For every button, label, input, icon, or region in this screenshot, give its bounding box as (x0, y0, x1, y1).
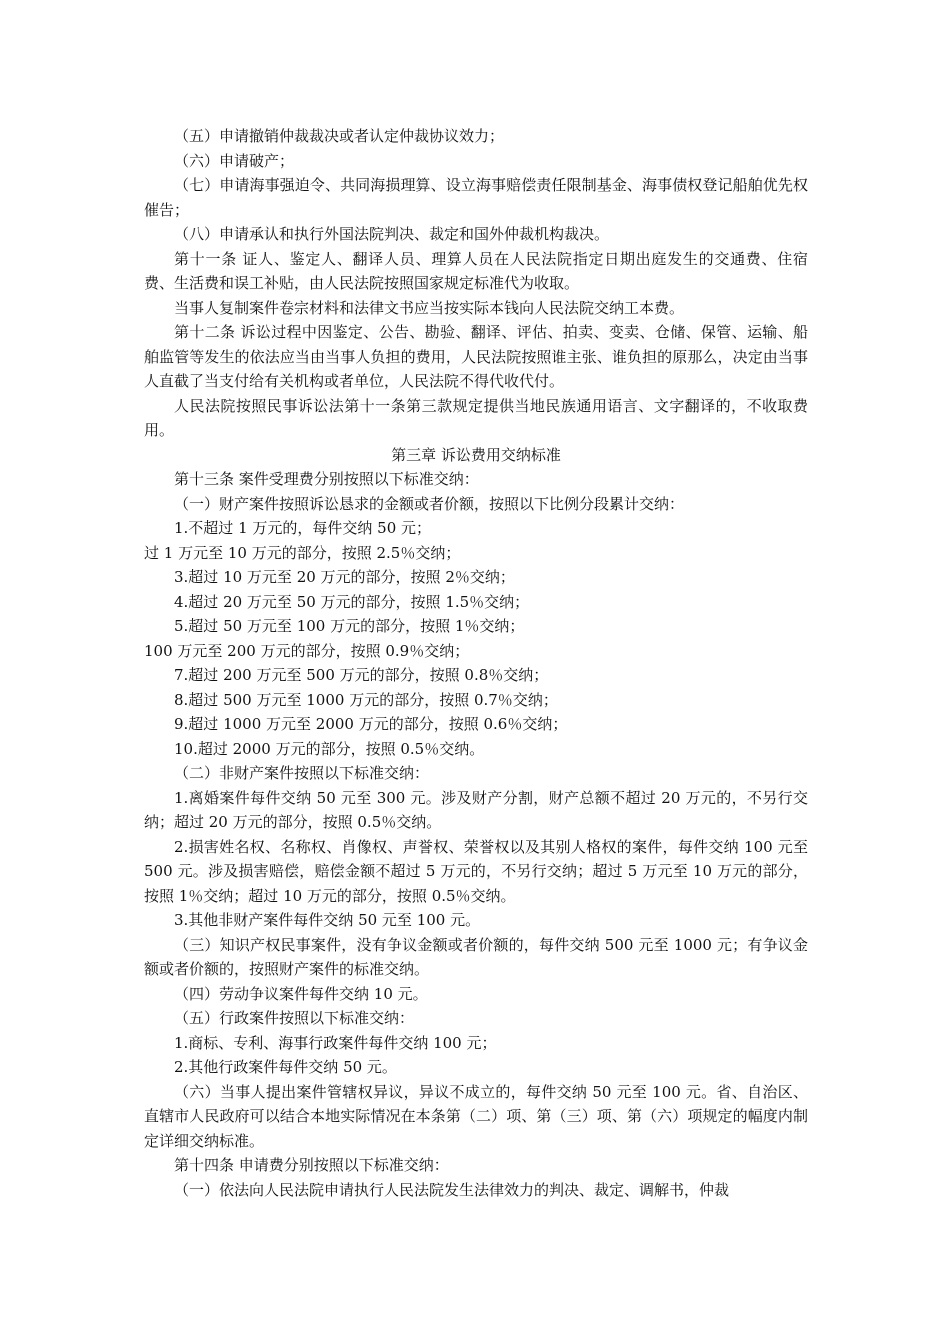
personality-rights-cases: 2.损害姓名权、名称权、肖像权、声誉权、荣誉权以及其别人格权的案件，每件交纳 100 元至 500 元。涉及损害赔偿，赔偿金额不超过 5 万元的，不另行交纳；超过 5 万元至 10 万元的部分，按照 1％交纳；超过 10 万元的部分，按照 0.5％交纳。 (144, 837, 808, 905)
article-12: 第十二条 诉讼过程中因鉴定、公告、勘验、翻译、评估、拍卖、变卖、仓储、保管、运输、船舶监管等发生的依法应当由当事人负担的费用，人民法院按照谁主张、谁负担的原那么，决定由当事人直截了当支付给有关机构或者单位，人民法院不得代收代付。 (144, 323, 808, 390)
tier-7: 7.超过 200 万元至 500 万元的部分，按照 0.8％交纳； (174, 666, 549, 684)
article-11: 第十一条 证人、鉴定人、翻译人员、理算人员在人民法院指定日期出庭发生的交通费、住宿费、生活费和误工补贴，由人民法院按照国家规定标准代为收取。 (144, 249, 808, 292)
paragraph-item-8: （八）申请承认和执行外国法院判决、裁定和国外仲裁机构裁决。 (174, 225, 610, 243)
tier-9: 9.超过 1000 万元至 2000 万元的部分，按照 0.6％交纳； (174, 715, 568, 733)
article-13: 第十三条 案件受理费分别按照以下标准交纳： (174, 470, 479, 488)
tier-3: 3.超过 10 万元至 20 万元的部分，按照 2％交纳； (174, 568, 515, 586)
jurisdiction-objection: （六）当事人提出案件管辖权异议，异议不成立的，每件交纳 50 元至 100 元。省、自治区、直辖市人民政府可以结合本地实际情况在本条第（二）项、第（三）项、第（六）项规定的幅度内制定详细交纳标准。 (144, 1082, 808, 1150)
tier-6: 100 万元至 200 万元的部分，按照 0.9％交纳； (144, 641, 470, 660)
admin-case-2: 2.其他行政案件每件交纳 50 元。 (174, 1058, 397, 1076)
tier-2: 过 1 万元至 10 万元的部分，按照 2.5％交纳； (144, 543, 461, 562)
article-14: 第十四条 申请费分别按照以下标准交纳： (174, 1156, 449, 1174)
tier-1: 1.不超过 1 万元的，每件交纳 50 元； (174, 519, 432, 537)
paragraph-item-7: （七）申请海事强迫令、共同海损理算、设立海事赔偿责任限制基金、海事债权登记船舶优先权催告； (144, 176, 808, 219)
admin-case-1: 1.商标、专利、海事行政案件每件交纳 100 元； (174, 1033, 497, 1052)
tier-8: 8.超过 500 万元至 1000 万元的部分，按照 0.7％交纳； (174, 690, 558, 709)
ip-cases: （三）知识产权民事案件，没有争议金额或者价额的，每件交纳 500 元至 1000 元；有争议金额或者价额的，按照财产案件的标准交纳。 (144, 935, 808, 978)
paragraph-item-6: （六）申请破产； (174, 151, 295, 170)
paragraph-item-5: （五）申请撤销仲裁裁决或者认定仲裁协议效力； (174, 127, 505, 145)
property-case-heading: （一）财产案件按照诉讼恳求的金额或者价额，按照以下比例分段累计交纳： (174, 494, 685, 513)
admin-cases-heading: （五）行政案件按照以下标准交纳： (174, 1009, 415, 1027)
non-property-heading: （二）非财产案件按照以下标准交纳： (174, 764, 430, 782)
tier-10: 10.超过 2000 万元的部分，按照 0.5％交纳。 (174, 739, 485, 758)
chapter-heading: 第三章 诉讼费用交纳标准 (391, 445, 561, 464)
document-body (144, 124, 808, 1202)
divorce-cases: 1.离婚案件每件交纳 50 元至 300 元。涉及财产分割，财产总额不超过 20 万元的，不另行交纳；超过 20 万元的部分，按照 0.5％交纳。 (144, 788, 808, 831)
application-fee-1: （一）依法向人民法院申请执行人民法院发生法律效力的判决、裁定、调解书，仲裁 (174, 1180, 730, 1199)
other-non-property-cases: 3.其他非财产案件每件交纳 50 元至 100 元。 (174, 911, 481, 929)
tier-4: 4.超过 20 万元至 50 万元的部分，按照 1.5％交纳； (174, 592, 530, 611)
tier-5: 5.超过 50 万元至 100 万元的部分，按照 1％交纳； (174, 617, 525, 635)
paragraph-translation: 人民法院按照民事诉讼法第十一条第三款规定提供当地民族通用语言、文字翻译的，不收取费用。 (144, 396, 808, 439)
paragraph-copy-fee: 当事人复制案件卷宗材料和法律文书应当按实际本钱向人民法院交纳工本费。 (174, 298, 685, 317)
labor-cases: （四）劳动争议案件每件交纳 10 元。 (174, 984, 428, 1003)
